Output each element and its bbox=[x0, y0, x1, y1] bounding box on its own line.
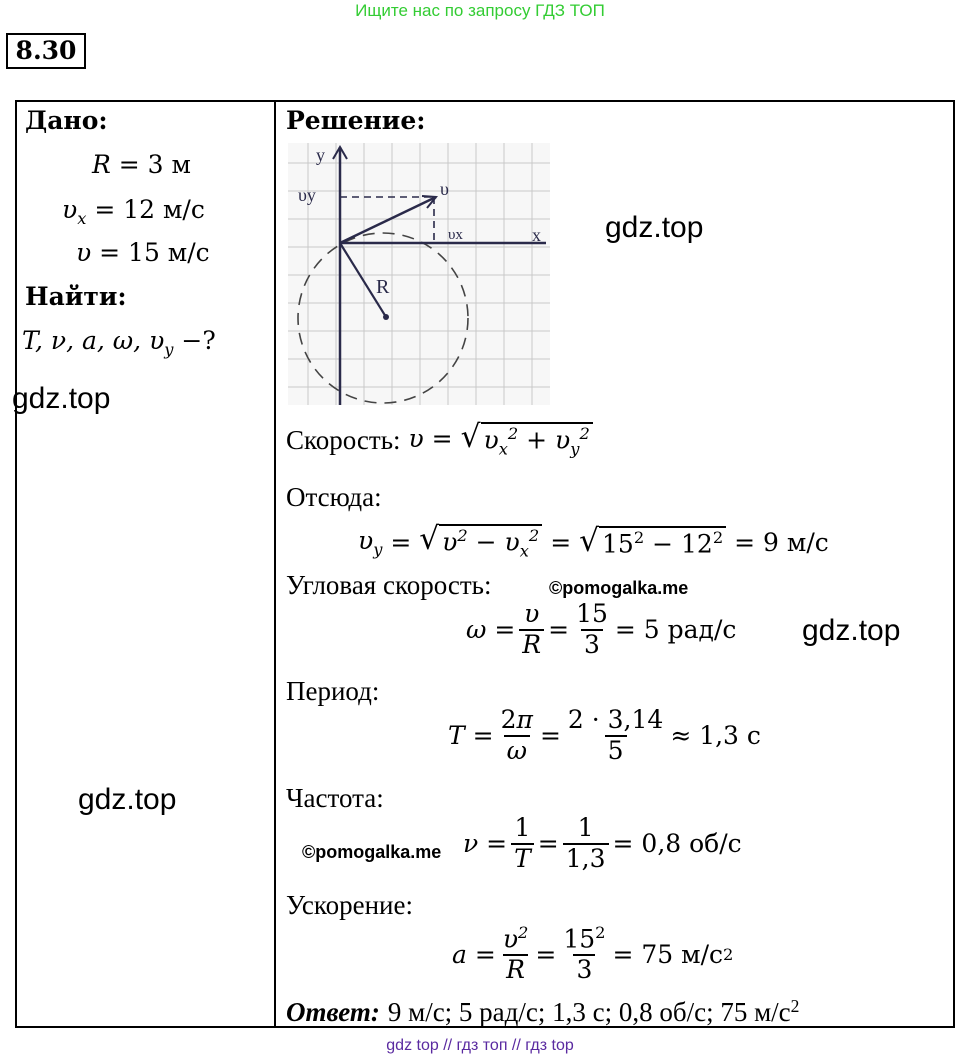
vy-result: = 9 м/с bbox=[734, 527, 829, 557]
omega-formula: ω = $\frac{\upsilon}{R}$ = $\frac{15}{3}$ = 5 рад/с bbox=[466, 599, 737, 659]
solution-title: Решение: bbox=[286, 106, 426, 135]
watermark-pomogalka-top: ©pomogalka.me bbox=[549, 578, 689, 598]
sketch-label-v: υ bbox=[440, 179, 449, 199]
find-title: Найти: bbox=[25, 282, 127, 311]
circle-center bbox=[383, 314, 389, 320]
sketch-label-x: x bbox=[532, 225, 541, 245]
sketch-background bbox=[288, 143, 550, 405]
answer-text: 9 м/с; 5 рад/с; 1,3 с; 0,8 об/с; 75 м/с bbox=[387, 997, 791, 1027]
period-result: ≈ 1,3 с bbox=[670, 721, 761, 751]
period-formula: T = $\frac{2\pi}{\omega}$ = $\frac{2 \cdot 3,14}{5}$ ≈ 1,3 с bbox=[448, 705, 761, 765]
watermark-gdz-right-top: gdz.top bbox=[605, 211, 704, 244]
watermark-gdz-left-bottom: gdz.top bbox=[78, 783, 177, 816]
watermark-pomogalka-bottom: ©pomogalka.me bbox=[302, 842, 442, 862]
watermark-gdz-right-mid: gdz.top bbox=[802, 614, 901, 647]
sketch-label-r: R bbox=[376, 276, 390, 298]
sketch-label-vy: υy bbox=[298, 185, 316, 205]
acceleration-result: = 75 м/с bbox=[612, 939, 723, 969]
given-v: υ = 15 м/с bbox=[76, 238, 210, 267]
given-vx: $\upsilon_x = 12$ м/с bbox=[62, 195, 205, 228]
angular-label: Угловая скорость: bbox=[286, 570, 492, 600]
vy-formula: $\upsilon_y$ = √ $\upsilon^2 - \upsilon_x^2$ = √ $15^2 - 12^2$ = 9 м/с bbox=[358, 521, 829, 561]
given-title: Дано: bbox=[25, 106, 108, 135]
frequency-result: = 0,8 об/с bbox=[612, 829, 742, 859]
hand-sketch bbox=[288, 143, 550, 405]
omega-result: = 5 рад/с bbox=[614, 615, 737, 645]
find-list: T, ν, a, ω, $\upsilon_y$ −? bbox=[22, 326, 216, 359]
frequency-label: Частота: bbox=[286, 783, 384, 813]
speed-label: Скорость: bbox=[286, 424, 401, 455]
table-divider bbox=[274, 100, 276, 1028]
problem-number: 8.30 bbox=[6, 33, 86, 69]
given-radius: R = 3 м bbox=[92, 150, 191, 179]
answer-line: Ответ: 9 м/с; 5 рад/с; 1,3 с; 0,8 об/с; 75 м/с $^2$ bbox=[286, 996, 800, 1027]
sketch-label-y: y bbox=[316, 145, 325, 165]
acceleration-label: Ускорение: bbox=[286, 890, 413, 920]
frequency-formula: ν = $\frac{1}{T}$ = $\frac{1}{1,3}$ = 0,8 об/с bbox=[463, 813, 742, 873]
acceleration-formula: a = $\frac{\upsilon^2}{R}$ = $\frac{15^2}{3}$ = 75 м/с 2 bbox=[452, 923, 734, 985]
watermark-gdz-left: gdz.top bbox=[12, 382, 111, 415]
period-label: Период: bbox=[286, 676, 380, 706]
from-label: Отсюда: bbox=[286, 482, 382, 512]
sketch-label-vx: υx bbox=[448, 227, 463, 243]
top-search-hint: Ищите нас по запросу ГДЗ ТОП bbox=[355, 1, 605, 20]
answer-label: Ответ: bbox=[286, 997, 380, 1027]
bottom-links: gdz top // гдз топ // гдз top bbox=[386, 1037, 574, 1054]
speed-formula: Скорость: υ = √ $\upsilon_x^2 + \upsilon_y^2$ bbox=[286, 422, 593, 458]
